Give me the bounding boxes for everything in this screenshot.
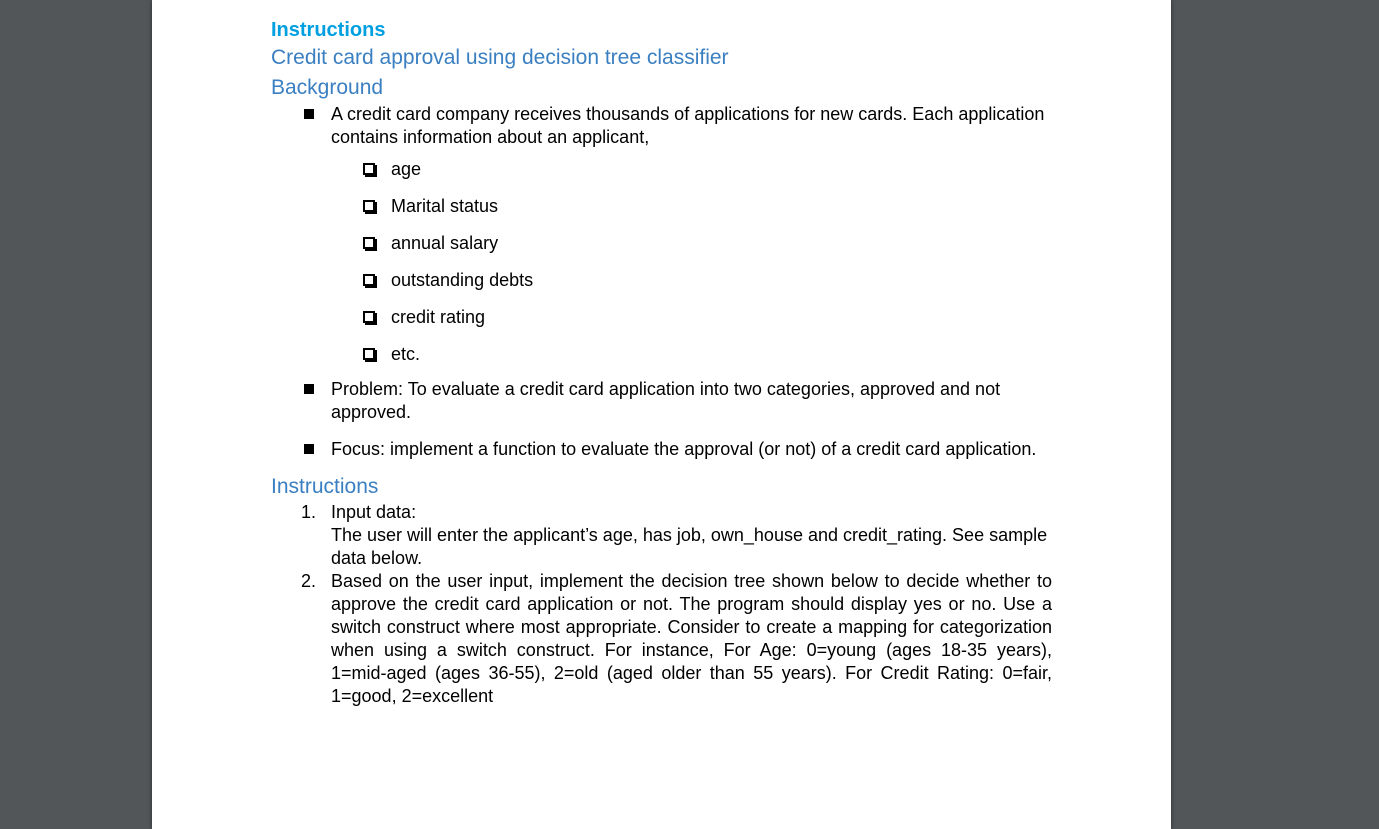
- instruction-item-1: [271, 501, 1052, 570]
- background-list: [271, 103, 1071, 149]
- field-label: outstanding debts: [391, 270, 534, 290]
- page-content: [271, 18, 1071, 708]
- bullet-focus: [271, 438, 1056, 461]
- bullet-problem: [271, 378, 1056, 424]
- problem-list: [271, 378, 1071, 461]
- document-page: [152, 0, 1171, 829]
- checkbox-bullet-icon: [363, 311, 375, 323]
- item-text: Based on the user input, implement the decision tree shown below to decide whether to approve the credit card application or not. The program should display yes or no. Use a switch construct where most appropriate. Consider to create a mapping for categorization when using a switch construct. For instance, For Age: 0=young (ages 18-35 years), 1=mid-aged (ages 36-55), 2=old (aged older than 55 years). For Credit Rating: 0=fair, 1=good, 2=excellent: [331, 571, 1052, 706]
- instructions-heading: Instructions: [271, 475, 379, 498]
- field-label: etc.: [391, 344, 421, 364]
- bullet-text: A credit card company receives thousands of applications for new cards. Each application contains information about an applicant,: [331, 104, 1045, 147]
- background-heading: Background: [271, 76, 384, 99]
- instruction-item-2: [271, 570, 1052, 708]
- document-title: Credit card approval using decision tree classifier: [271, 46, 729, 69]
- field-item: [271, 336, 1071, 373]
- item-number: 2.: [301, 571, 317, 591]
- field-item: [271, 299, 1071, 336]
- square-bullet-icon: [304, 109, 314, 119]
- field-item: [271, 262, 1071, 299]
- item-number: 1.: [301, 502, 317, 522]
- main-heading: Instructions: [271, 19, 386, 41]
- field-item: [271, 188, 1071, 225]
- item-text: The user will enter the applicant’s age, has job, own_house and credit_rating. See sample data below.: [331, 525, 1048, 568]
- instructions-list: [271, 501, 1071, 708]
- bullet-applications: [271, 103, 1056, 149]
- field-label: annual salary: [391, 233, 499, 253]
- checkbox-bullet-icon: [363, 348, 375, 360]
- item-title: Input data:: [331, 502, 417, 522]
- checkbox-bullet-icon: [363, 274, 375, 286]
- bullet-text: Focus: implement a function to evaluate the approval (or not) of a credit card application.: [331, 439, 1037, 459]
- bullet-text: Problem: To evaluate a credit card application into two categories, approved and not approved.: [331, 379, 1001, 422]
- field-label: Marital status: [391, 196, 499, 216]
- square-bullet-icon: [304, 444, 314, 454]
- checkbox-bullet-icon: [363, 237, 375, 249]
- square-bullet-icon: [304, 384, 314, 394]
- checkbox-bullet-icon: [363, 200, 375, 212]
- checkbox-bullet-icon: [363, 163, 375, 175]
- field-item: [271, 151, 1071, 188]
- applicant-fields-list: [271, 151, 1071, 373]
- field-item: [271, 225, 1071, 262]
- field-label: credit rating: [391, 307, 486, 327]
- field-label: age: [391, 159, 422, 179]
